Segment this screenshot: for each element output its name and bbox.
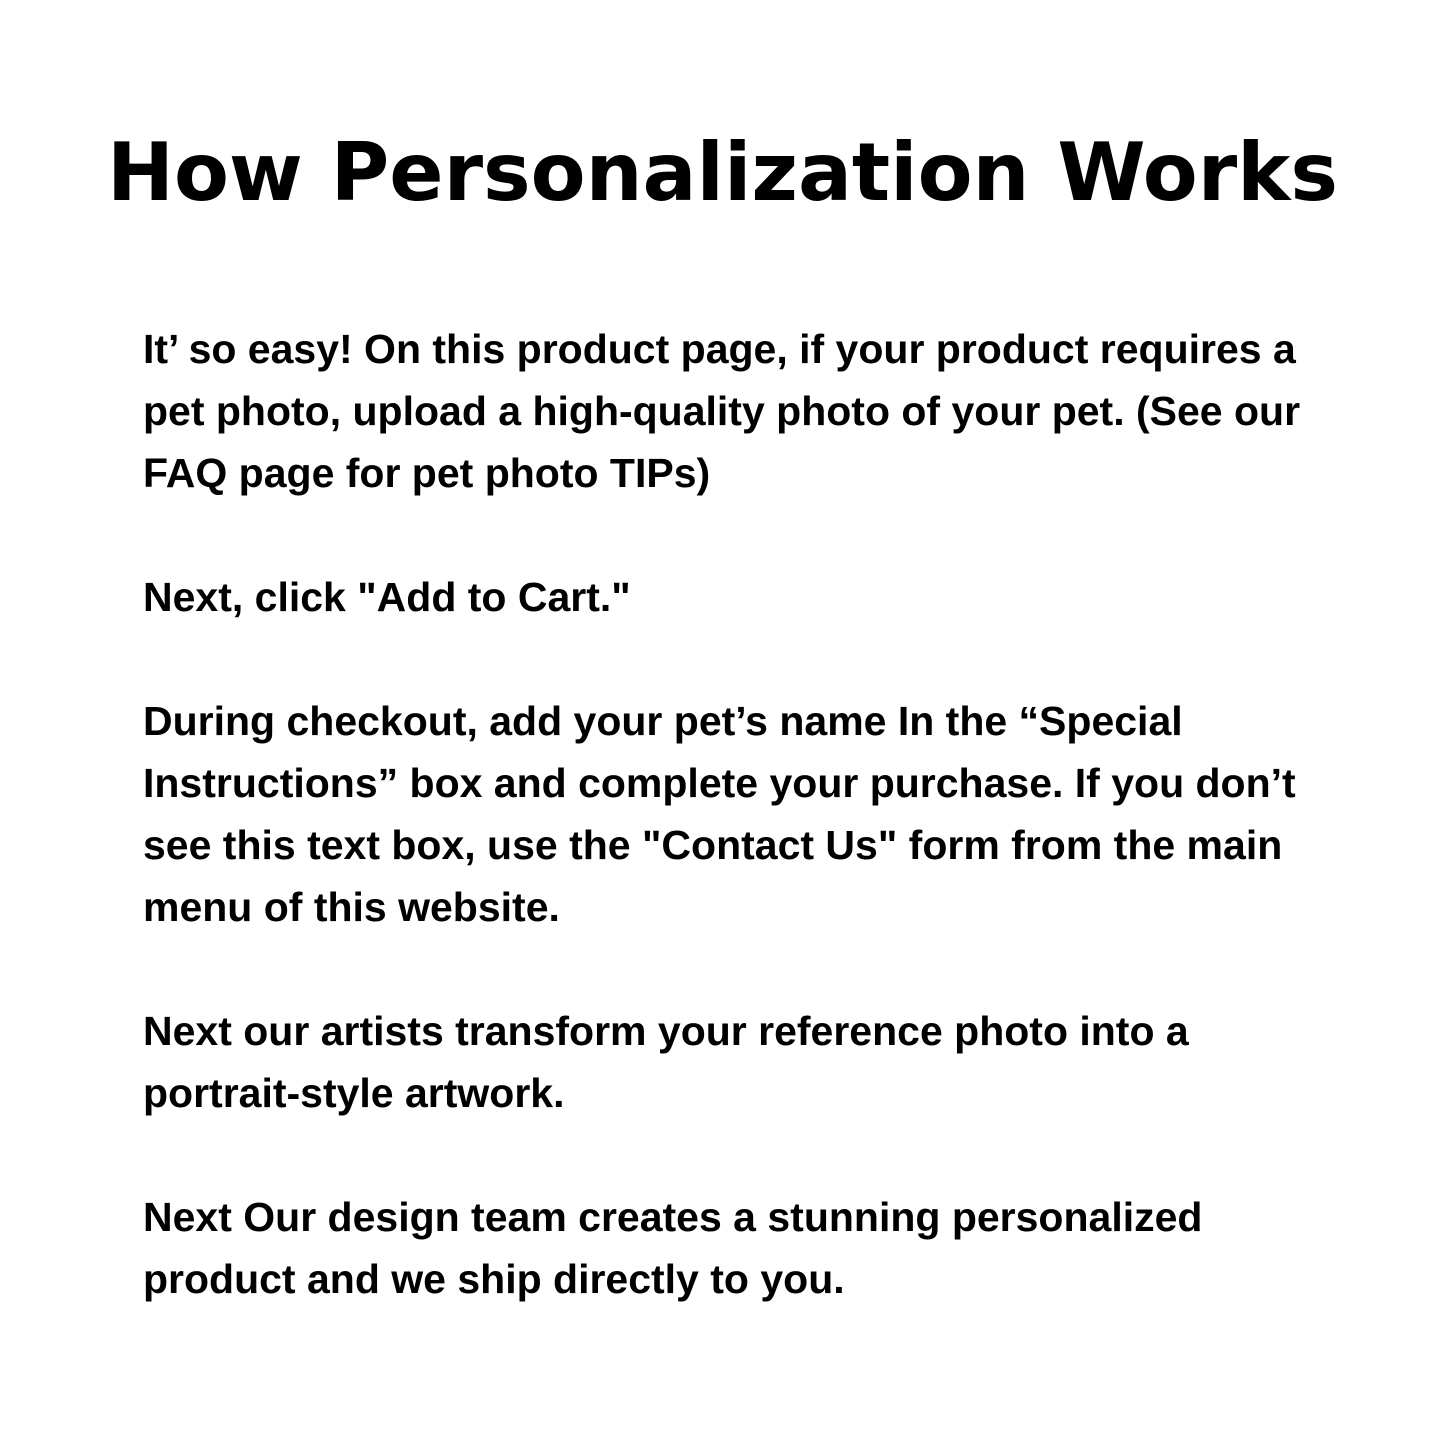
- paragraph-checkout: During checkout, add your pet’s name In the “Special Instructions” box and complete your purchase. If you don’t see this text box, use the "Contact Us" form from the main menu of this website.: [143, 698, 1296, 930]
- paragraph-upload-photo: It’ so easy! On this product page, if your product requires a pet photo, upload a high-quality photo of your pet. (See our FAQ page for pet photo TIPs): [143, 326, 1301, 496]
- paragraph-add-to-cart: Next, click "Add to Cart.": [143, 574, 631, 620]
- instructions-body: [143, 318, 1323, 1310]
- paragraph-design-team: Next Our design team creates a stunning personalized product and we ship directly to you.: [143, 1194, 1203, 1302]
- page-title: How Personalization Works: [107, 126, 1338, 219]
- paragraph-artists: Next our artists transform your reference photo into a portrait-style artwork.: [143, 1008, 1189, 1116]
